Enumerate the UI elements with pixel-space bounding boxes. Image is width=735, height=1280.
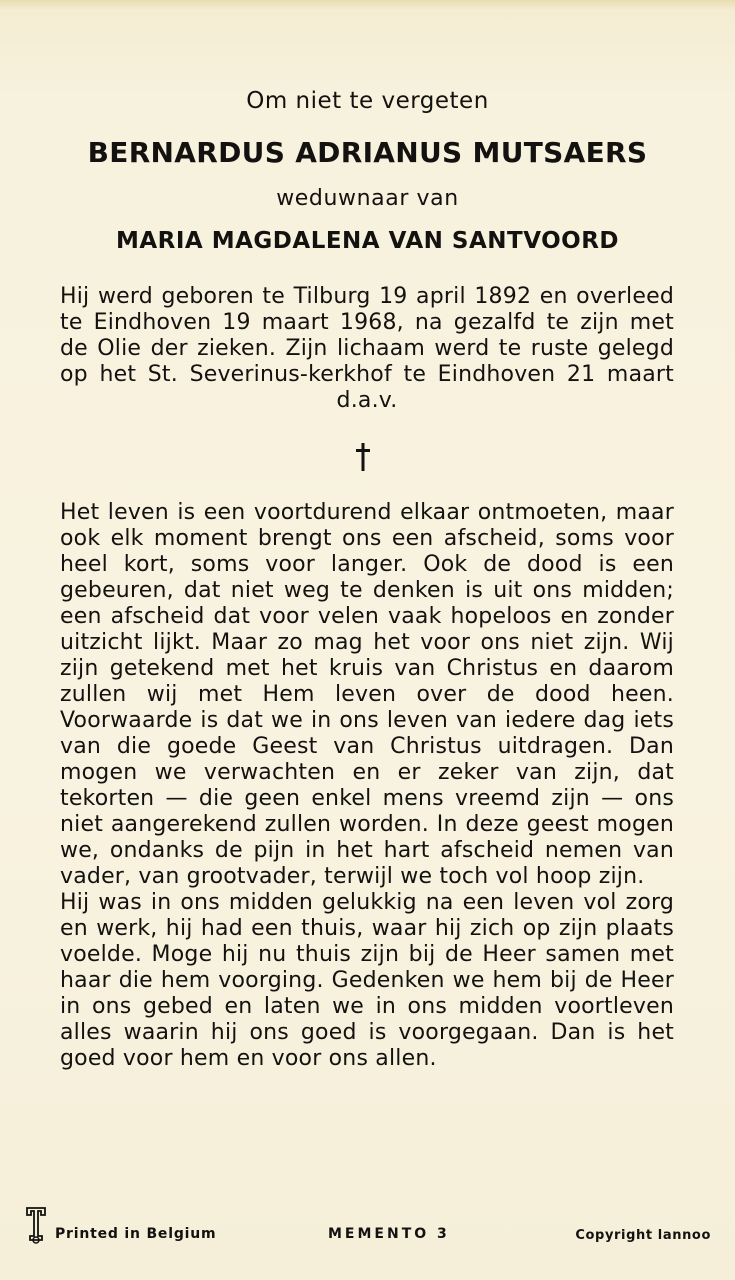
relation-label: weduwnaar van — [276, 186, 459, 211]
biography-text: Hij werd geboren te Tilburg 19 april 1892 en overleed te Eindhoven 19 maart 1968, na gezalfd te zijn met de Olie der zieken. Zijn lichaam werd te ruste gelegd op het St. Severinus-kerkhof te Eindhoven 21 maart d.a.v. — [60, 284, 674, 413]
printed-in-label: Printed in Belgium — [55, 1226, 217, 1242]
spouse-name: MARIA MAGDALENA VAN SANTVOORD — [115, 228, 620, 254]
card-footer — [0, 1206, 735, 1246]
meditation-paragraph: Hij was in ons midden gelukkig na een leven vol zorg en werk, hij had een thuis, waar hij zich op zijn plaats voelde. Moge hij nu thuis zijn bij de Heer samen met haar die hem voorging. Gedenken we hem bij de Heer in ons gebed en laten we in ons midden voortleven alles waarin hij ons goed is voorgegaan. Dan is het goed voor hem en voor ons allen. — [60, 890, 674, 1071]
deceased-name: BERNARDUS ADRIANUS MUTSAERS — [87, 136, 648, 169]
series-label: MEMENTO 3 — [328, 1226, 450, 1242]
paper-edge — [0, 0, 735, 10]
memorial-heading: Om niet te vergeten — [246, 88, 489, 114]
meditation-text — [60, 500, 674, 1072]
copyright-label: Copyright lannoo — [575, 1228, 711, 1243]
publisher-logo-icon — [24, 1206, 48, 1244]
cross-icon — [353, 443, 373, 471]
meditation-paragraph: Het leven is een voortdurend elkaar ontmoeten, maar ook elk moment brengt ons een afscheid, soms voor heel kort, soms voor langer. Ook de dood is een gebeuren, dat niet weg te denken is uit ons midden; een afscheid dat voor velen vaak hopeloos en zonder uitzicht lijkt. Maar zo mag het voor ons niet zijn. Wij zijn getekend met het kruis van Christus en daarom zullen wij met Hem leven over de dood heen. Voorwaarde is dat we in ons leven van iedere dag iets van die goede Geest van Christus uitdragen. Dan mogen we verwachten en er zeker van zijn, dat tekorten — die geen enkel mens vreemd zijn — ons niet aangerekend zullen worden. In deze geest mogen we, ondanks de pijn in het hart afscheid nemen van vader, van grootvader, terwijl we toch vol hoop zijn. — [60, 500, 674, 889]
